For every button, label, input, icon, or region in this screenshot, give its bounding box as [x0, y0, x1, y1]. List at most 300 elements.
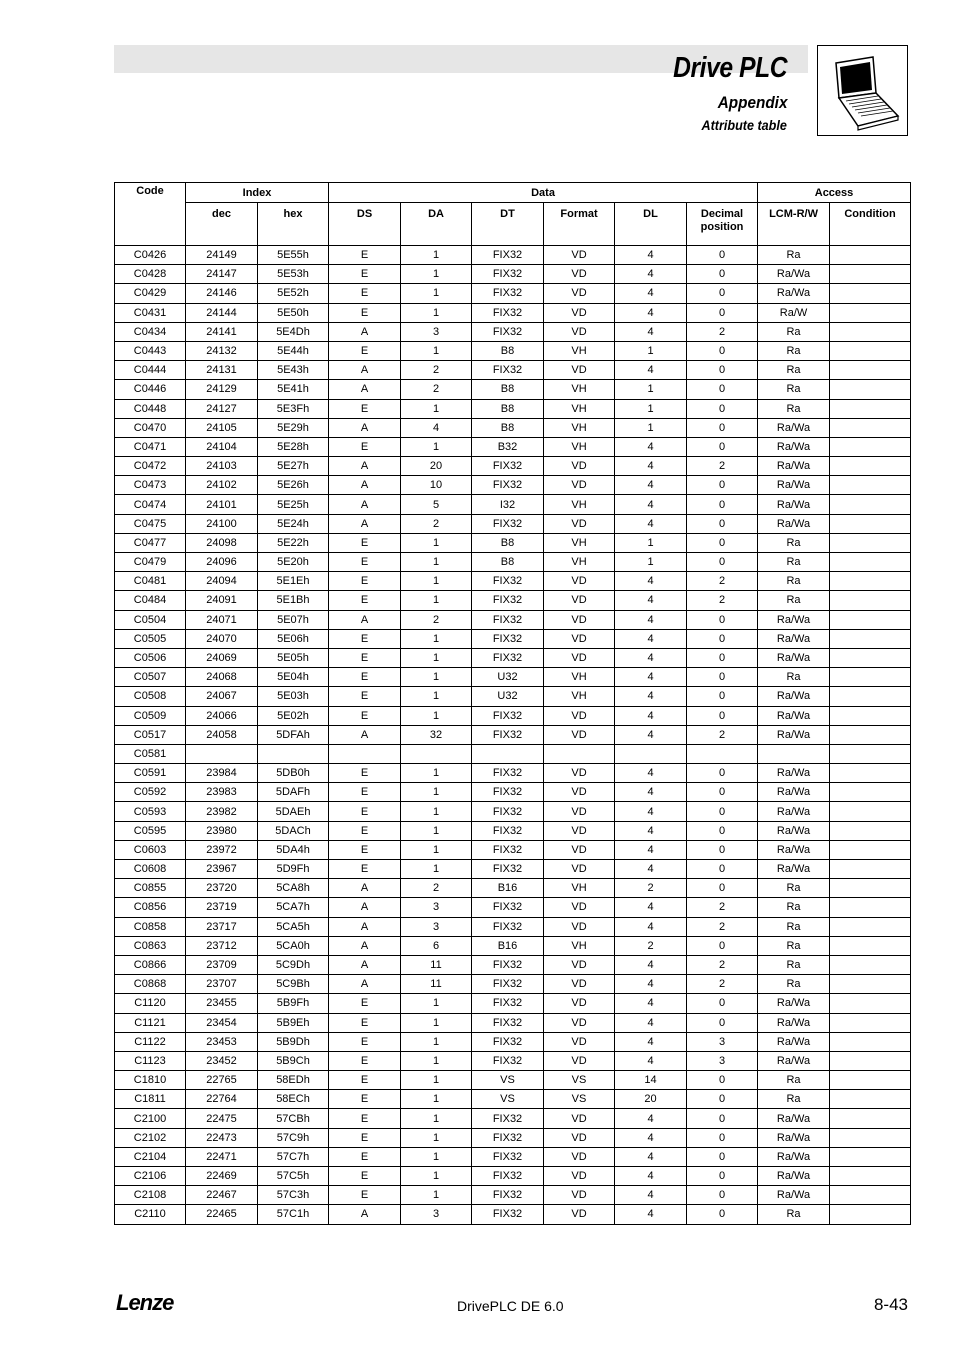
cell-ds: E	[329, 840, 401, 859]
table-row	[115, 629, 911, 648]
cell-lcm-rw: Ra/Wa	[758, 860, 830, 879]
cell-format: VD	[544, 457, 615, 476]
cell-da: 1	[401, 437, 472, 456]
header-index: Index	[186, 183, 329, 203]
cell-ds: E	[329, 1147, 401, 1166]
cell-dt: FIX32	[472, 322, 544, 341]
cell-code: C0858	[115, 917, 186, 936]
cell-dl: 2	[615, 879, 687, 898]
cell-condition	[830, 802, 911, 821]
cell-lcm-rw: Ra	[758, 533, 830, 552]
cell-condition	[830, 437, 911, 456]
cell-decimal-position: 0	[687, 303, 758, 322]
cell-dl: 1	[615, 553, 687, 572]
cell-dl: 4	[615, 1186, 687, 1205]
table-row	[115, 495, 911, 514]
cell-hex: 5E55h	[258, 246, 329, 265]
table-row	[115, 879, 911, 898]
cell-hex: 5D9Fh	[258, 860, 329, 879]
cell-condition	[830, 610, 911, 629]
cell-dl: 4	[615, 265, 687, 284]
cell-decimal-position: 0	[687, 265, 758, 284]
cell-decimal-position: 0	[687, 1167, 758, 1186]
cell-dl: 4	[615, 361, 687, 380]
cell-code: C1810	[115, 1071, 186, 1090]
cell-dl: 4	[615, 572, 687, 591]
table-row	[115, 860, 911, 879]
cell-dl: 4	[615, 840, 687, 859]
cell-dt: FIX32	[472, 994, 544, 1013]
cell-dl: 1	[615, 399, 687, 418]
cell-dl: 4	[615, 1013, 687, 1032]
cell-hex: 5E22h	[258, 533, 329, 552]
cell-condition	[830, 725, 911, 744]
cell-dl: 4	[615, 994, 687, 1013]
cell-format: VD	[544, 476, 615, 495]
table-row	[115, 1167, 911, 1186]
cell-lcm-rw: Ra/Wa	[758, 495, 830, 514]
cell-decimal-position: 0	[687, 553, 758, 572]
cell-dl: 1	[615, 533, 687, 552]
cell-condition	[830, 1186, 911, 1205]
cell-dl: 1	[615, 380, 687, 399]
cell-dl: 4	[615, 629, 687, 648]
cell-format: VD	[544, 514, 615, 533]
cell-ds: A	[329, 495, 401, 514]
cell-dec: 24100	[186, 514, 258, 533]
table-row	[115, 1186, 911, 1205]
cell-ds: E	[329, 246, 401, 265]
cell-lcm-rw: Ra/Wa	[758, 284, 830, 303]
cell-decimal-position: 2	[687, 572, 758, 591]
cell-hex: 5CA7h	[258, 898, 329, 917]
cell-hex: 5DB0h	[258, 764, 329, 783]
cell-code: C0434	[115, 322, 186, 341]
table-row	[115, 898, 911, 917]
cell-dt: B8	[472, 418, 544, 437]
cell-ds: E	[329, 821, 401, 840]
table-row	[115, 1013, 911, 1032]
cell-format: VD	[544, 610, 615, 629]
cell-dl: 4	[615, 1032, 687, 1051]
cell-decimal-position: 0	[687, 476, 758, 495]
cell-dt: FIX32	[472, 725, 544, 744]
cell-dec: 24069	[186, 648, 258, 667]
cell-da: 3	[401, 322, 472, 341]
cell-decimal-position: 2	[687, 898, 758, 917]
cell-da: 1	[401, 783, 472, 802]
cell-lcm-rw: Ra/Wa	[758, 783, 830, 802]
cell-dec: 24127	[186, 399, 258, 418]
cell-code: C2108	[115, 1186, 186, 1205]
table-row	[115, 572, 911, 591]
cell-hex: 57CBh	[258, 1109, 329, 1128]
cell-dec: 24132	[186, 341, 258, 360]
cell-condition	[830, 783, 911, 802]
cell-dec: 24147	[186, 265, 258, 284]
cell-dec: 23707	[186, 975, 258, 994]
cell-dt: FIX32	[472, 1205, 544, 1224]
cell-lcm-rw: Ra	[758, 591, 830, 610]
cell-dt: B8	[472, 341, 544, 360]
cell-da: 1	[401, 1051, 472, 1070]
cell-hex: 5C9Dh	[258, 955, 329, 974]
cell-dt: FIX32	[472, 706, 544, 725]
cell-da: 1	[401, 802, 472, 821]
cell-dt: FIX32	[472, 1032, 544, 1051]
cell-da: 1	[401, 648, 472, 667]
cell-format: VD	[544, 802, 615, 821]
cell-code: C1120	[115, 994, 186, 1013]
cell-condition	[830, 821, 911, 840]
cell-format: VD	[544, 783, 615, 802]
cell-condition	[830, 591, 911, 610]
table-row	[115, 265, 911, 284]
cell-dec	[186, 744, 258, 763]
cell-decimal-position: 0	[687, 284, 758, 303]
cell-ds: A	[329, 322, 401, 341]
cell-format: VD	[544, 860, 615, 879]
cell-da: 20	[401, 457, 472, 476]
cell-ds: A	[329, 917, 401, 936]
cell-dl: 4	[615, 1128, 687, 1147]
cell-lcm-rw: Ra	[758, 898, 830, 917]
cell-dt: FIX32	[472, 629, 544, 648]
cell-dt: B16	[472, 936, 544, 955]
cell-lcm-rw: Ra	[758, 975, 830, 994]
cell-lcm-rw: Ra/Wa	[758, 725, 830, 744]
cell-decimal-position: 0	[687, 1013, 758, 1032]
cell-hex: 5E28h	[258, 437, 329, 456]
cell-hex: 5E44h	[258, 341, 329, 360]
cell-dt: FIX32	[472, 898, 544, 917]
cell-format: VH	[544, 437, 615, 456]
cell-hex: 5CA8h	[258, 879, 329, 898]
footer-document-name: DrivePLC DE 6.0	[457, 1298, 564, 1314]
cell-da: 1	[401, 1071, 472, 1090]
cell-decimal-position: 0	[687, 610, 758, 629]
cell-hex: 5E1Bh	[258, 591, 329, 610]
cell-dt: VS	[472, 1071, 544, 1090]
cell-dec: 24058	[186, 725, 258, 744]
cell-decimal-position: 2	[687, 457, 758, 476]
cell-ds: A	[329, 936, 401, 955]
table-row	[115, 975, 911, 994]
cell-hex: 5E25h	[258, 495, 329, 514]
cell-dl: 4	[615, 955, 687, 974]
cell-dec: 24144	[186, 303, 258, 322]
cell-dl: 4	[615, 860, 687, 879]
cell-da: 1	[401, 668, 472, 687]
cell-dec: 22471	[186, 1147, 258, 1166]
cell-lcm-rw: Ra	[758, 1071, 830, 1090]
cell-da: 1	[401, 303, 472, 322]
cell-dl: 4	[615, 725, 687, 744]
cell-condition	[830, 1032, 911, 1051]
cell-dt: B16	[472, 879, 544, 898]
cell-hex: 5E41h	[258, 380, 329, 399]
table-row	[115, 361, 911, 380]
cell-format: VH	[544, 399, 615, 418]
cell-condition	[830, 648, 911, 667]
cell-da: 1	[401, 533, 472, 552]
cell-condition	[830, 975, 911, 994]
cell-ds: E	[329, 399, 401, 418]
header-ds: DS	[329, 203, 401, 246]
cell-code: C0429	[115, 284, 186, 303]
attribute-table	[114, 182, 911, 1225]
table-row	[115, 1090, 911, 1109]
cell-dt: FIX32	[472, 591, 544, 610]
laptop-icon	[818, 46, 909, 137]
cell-dl: 1	[615, 418, 687, 437]
cell-decimal-position: 0	[687, 783, 758, 802]
cell-hex: 57C7h	[258, 1147, 329, 1166]
cell-hex: 5DAEh	[258, 802, 329, 821]
cell-decimal-position: 0	[687, 495, 758, 514]
cell-lcm-rw	[758, 744, 830, 763]
cell-format: VD	[544, 1013, 615, 1032]
cell-lcm-rw: Ra	[758, 553, 830, 572]
cell-code: C0472	[115, 457, 186, 476]
cell-format	[544, 744, 615, 763]
cell-da: 3	[401, 1205, 472, 1224]
cell-decimal-position: 0	[687, 821, 758, 840]
cell-decimal-position: 0	[687, 380, 758, 399]
cell-format: VD	[544, 955, 615, 974]
cell-hex: 58EDh	[258, 1071, 329, 1090]
cell-decimal-position: 2	[687, 975, 758, 994]
cell-format: VD	[544, 840, 615, 859]
cell-hex: 5E07h	[258, 610, 329, 629]
cell-ds: A	[329, 418, 401, 437]
cell-dl: 2	[615, 936, 687, 955]
cell-dec: 24067	[186, 687, 258, 706]
cell-ds: E	[329, 1090, 401, 1109]
table-header-row	[115, 183, 911, 203]
cell-lcm-rw: Ra/Wa	[758, 821, 830, 840]
table-row	[115, 553, 911, 572]
cell-condition	[830, 936, 911, 955]
cell-dl: 4	[615, 1205, 687, 1224]
cell-dec: 23967	[186, 860, 258, 879]
cell-dl: 4	[615, 975, 687, 994]
cell-decimal-position: 0	[687, 840, 758, 859]
cell-code: C0505	[115, 629, 186, 648]
cell-lcm-rw: Ra	[758, 380, 830, 399]
cell-decimal-position: 0	[687, 764, 758, 783]
cell-condition	[830, 572, 911, 591]
cell-dl: 14	[615, 1071, 687, 1090]
cell-dec: 22469	[186, 1167, 258, 1186]
cell-code: C0595	[115, 821, 186, 840]
cell-condition	[830, 476, 911, 495]
cell-code: C0593	[115, 802, 186, 821]
table-row	[115, 322, 911, 341]
cell-code: C0477	[115, 533, 186, 552]
cell-ds: A	[329, 975, 401, 994]
cell-da: 3	[401, 898, 472, 917]
cell-format: VD	[544, 322, 615, 341]
cell-decimal-position: 0	[687, 437, 758, 456]
cell-da: 4	[401, 418, 472, 437]
cell-hex: 57C9h	[258, 1128, 329, 1147]
cell-ds: E	[329, 802, 401, 821]
cell-dec: 23982	[186, 802, 258, 821]
cell-dec: 23452	[186, 1051, 258, 1070]
cell-ds: E	[329, 437, 401, 456]
cell-da: 1	[401, 821, 472, 840]
cell-dec: 24071	[186, 610, 258, 629]
cell-hex: 5E03h	[258, 687, 329, 706]
cell-dec: 24131	[186, 361, 258, 380]
cell-dec: 23984	[186, 764, 258, 783]
cell-hex: 5E4Dh	[258, 322, 329, 341]
cell-dec: 23972	[186, 840, 258, 859]
cell-dec: 24068	[186, 668, 258, 687]
cell-ds: A	[329, 361, 401, 380]
cell-code: C1122	[115, 1032, 186, 1051]
cell-lcm-rw: Ra/Wa	[758, 802, 830, 821]
cell-hex: 5CA5h	[258, 917, 329, 936]
cell-format: VH	[544, 936, 615, 955]
cell-dt: FIX32	[472, 1167, 544, 1186]
cell-ds: E	[329, 1032, 401, 1051]
cell-code: C0481	[115, 572, 186, 591]
lenze-logo: Lenze	[116, 1290, 174, 1315]
cell-condition	[830, 744, 911, 763]
cell-decimal-position: 2	[687, 591, 758, 610]
cell-condition	[830, 687, 911, 706]
cell-code: C0863	[115, 936, 186, 955]
cell-condition	[830, 303, 911, 322]
cell-dec: 24149	[186, 246, 258, 265]
cell-hex: 5E1Eh	[258, 572, 329, 591]
cell-lcm-rw: Ra/Wa	[758, 687, 830, 706]
cell-dt: FIX32	[472, 975, 544, 994]
cell-decimal-position: 0	[687, 246, 758, 265]
cell-dt: FIX32	[472, 284, 544, 303]
cell-dl: 4	[615, 1109, 687, 1128]
cell-ds: E	[329, 1128, 401, 1147]
cell-decimal-position: 0	[687, 802, 758, 821]
cell-dec: 24104	[186, 437, 258, 456]
table-row	[115, 246, 911, 265]
cell-dl: 4	[615, 514, 687, 533]
cell-condition	[830, 514, 911, 533]
cell-hex: 5E29h	[258, 418, 329, 437]
cell-code: C0475	[115, 514, 186, 533]
cell-lcm-rw: Ra/Wa	[758, 1032, 830, 1051]
cell-format: VD	[544, 821, 615, 840]
cell-format: VH	[544, 879, 615, 898]
cell-condition	[830, 629, 911, 648]
cell-format: VD	[544, 764, 615, 783]
cell-lcm-rw: Ra/Wa	[758, 840, 830, 859]
cell-da: 1	[401, 246, 472, 265]
cell-hex: 5B9Ch	[258, 1051, 329, 1070]
cell-lcm-rw: Ra	[758, 917, 830, 936]
cell-condition	[830, 418, 911, 437]
cell-ds: E	[329, 303, 401, 322]
cell-dl: 4	[615, 648, 687, 667]
cell-da: 1	[401, 860, 472, 879]
cell-da: 1	[401, 572, 472, 591]
cell-format: VD	[544, 361, 615, 380]
cell-code: C1811	[115, 1090, 186, 1109]
cell-hex: 5DACh	[258, 821, 329, 840]
table-row	[115, 533, 911, 552]
cell-hex: 57C1h	[258, 1205, 329, 1224]
table-row	[115, 284, 911, 303]
cell-condition	[830, 1051, 911, 1070]
cell-dl	[615, 744, 687, 763]
cell-lcm-rw: Ra/Wa	[758, 1167, 830, 1186]
cell-dt: U32	[472, 668, 544, 687]
cell-dec: 23709	[186, 955, 258, 974]
cell-code: C0479	[115, 553, 186, 572]
cell-format: VH	[544, 533, 615, 552]
cell-lcm-rw: Ra	[758, 1090, 830, 1109]
table-row	[115, 1032, 911, 1051]
cell-da: 1	[401, 284, 472, 303]
cell-ds: E	[329, 860, 401, 879]
cell-decimal-position: 0	[687, 533, 758, 552]
cell-dt: FIX32	[472, 476, 544, 495]
cell-dl: 4	[615, 476, 687, 495]
cell-da	[401, 744, 472, 763]
cell-format: VD	[544, 994, 615, 1013]
cell-condition	[830, 553, 911, 572]
cell-da: 10	[401, 476, 472, 495]
cell-lcm-rw: Ra	[758, 341, 830, 360]
table-row	[115, 303, 911, 322]
cell-decimal-position: 0	[687, 399, 758, 418]
table-row	[115, 476, 911, 495]
cell-code: C0470	[115, 418, 186, 437]
cell-hex: 5B9Fh	[258, 994, 329, 1013]
cell-code: C0508	[115, 687, 186, 706]
cell-ds: A	[329, 898, 401, 917]
cell-decimal-position: 2	[687, 917, 758, 936]
cell-dl: 4	[615, 1167, 687, 1186]
table-row	[115, 783, 911, 802]
document-title: Drive PLC	[673, 52, 787, 84]
cell-code: C0603	[115, 840, 186, 859]
cell-lcm-rw: Ra	[758, 955, 830, 974]
cell-dec: 22465	[186, 1205, 258, 1224]
cell-dl: 4	[615, 687, 687, 706]
cell-format: VD	[544, 572, 615, 591]
cell-da: 5	[401, 495, 472, 514]
cell-condition	[830, 1205, 911, 1224]
cell-dl: 4	[615, 303, 687, 322]
cell-hex: 5DA4h	[258, 840, 329, 859]
cell-code: C2110	[115, 1205, 186, 1224]
cell-hex: 5DAFh	[258, 783, 329, 802]
cell-da: 2	[401, 514, 472, 533]
cell-code: C0446	[115, 380, 186, 399]
cell-hex: 5E3Fh	[258, 399, 329, 418]
cell-dt: FIX32	[472, 514, 544, 533]
cell-condition	[830, 1071, 911, 1090]
cell-da: 1	[401, 553, 472, 572]
cell-condition	[830, 322, 911, 341]
table-body	[115, 246, 911, 1225]
cell-format: VD	[544, 1109, 615, 1128]
cell-lcm-rw: Ra/Wa	[758, 1013, 830, 1032]
cell-da: 1	[401, 764, 472, 783]
